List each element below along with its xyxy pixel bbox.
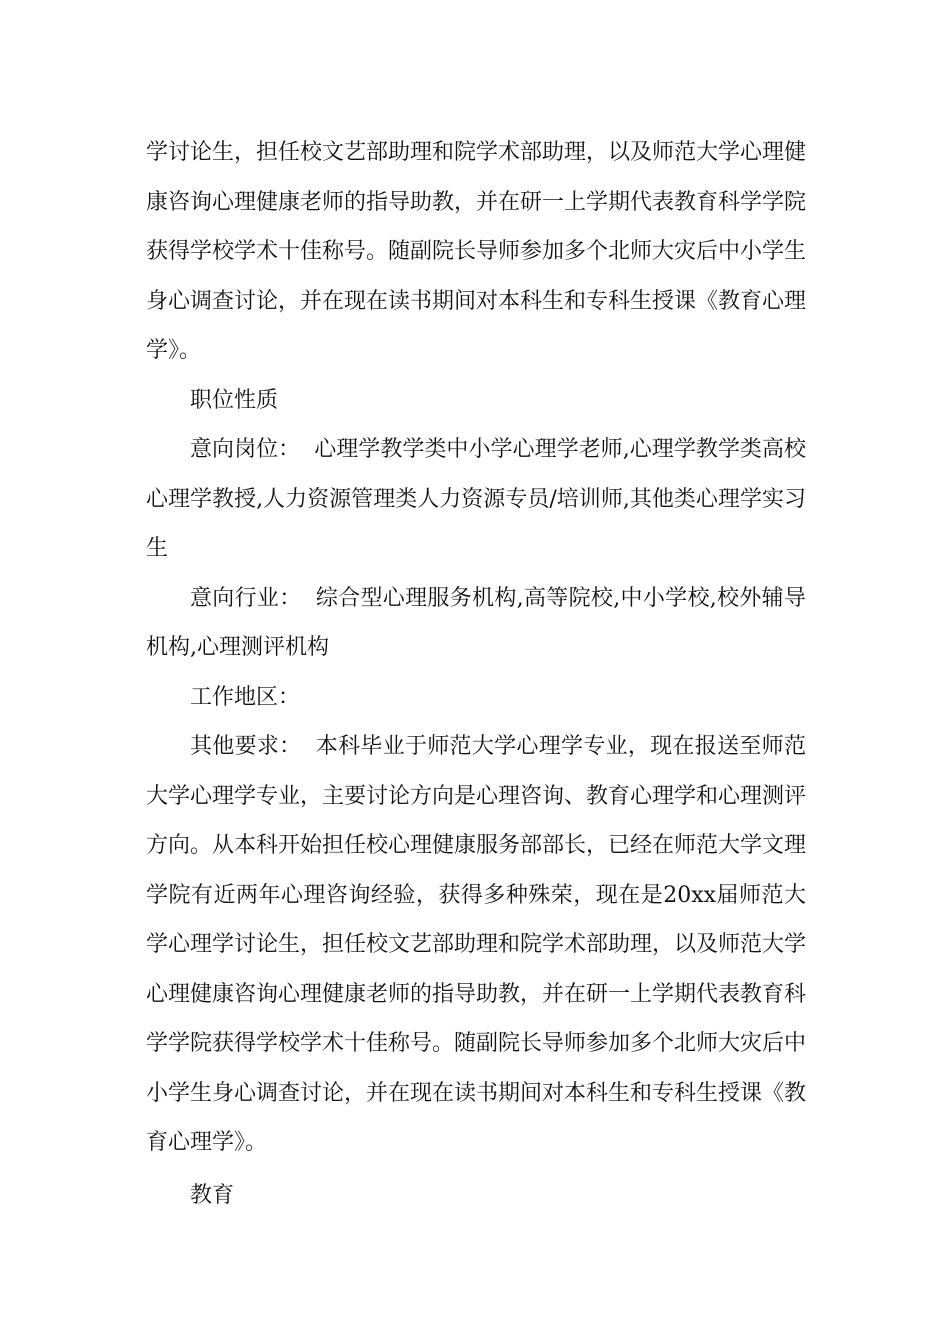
- section-heading-education: 教育: [190, 1182, 235, 1208]
- desired-industry-value: 综合型心理服务机构,高等院校,中小学校,校外辅导机构,心理测评机构: [146, 585, 806, 660]
- paragraph-desired-industry: [146, 574, 806, 673]
- desired-industry-label: 意向行业：: [190, 585, 302, 611]
- other-requirements-value: 本科毕业于师范大学心理学专业，现在报送至师范大学心理学专业，主要讨论方向是心理咨询、教育心理学和心理测评方向。从本科开始担任校心理健康服务部部长，已经在师范大学文理学院有近两年心理咨询经验，获得多种殊荣，现在是20xx届师范大学心理学讨论生，担任校文艺部助理和院学术部助理，以及师范大学心理健康咨询心理健康老师的指导助教，并在研一上学期代表教育科学学院获得学校学术十佳称号。随副院长导师参加多个北师大灾后中小学生身心调查讨论，并在现在读书期间对本科生和专科生授课《教育心理学》。: [146, 734, 807, 1155]
- other-requirements-label: 其他要求：: [190, 734, 302, 759]
- section-heading-job-nature: 职位性质: [190, 387, 279, 413]
- paragraph-desired-position: [146, 425, 806, 574]
- desired-position-value: 心理学教学类中小学心理学老师,心理学教学类高校心理学教授,人力资源管理类人力资源专员/培训师,其他类心理学实习生: [146, 437, 806, 561]
- paragraph-work-region: 工作地区：: [190, 684, 301, 710]
- document-body: [146, 128, 806, 1220]
- desired-position-label: 意向岗位：: [190, 437, 301, 462]
- paragraph-continuation: 学讨论生，担任校文艺部助理和院学术部助理，以及师范大学心理健康咨询心理健康老师的指导助教，并在研一上学期代表教育科学学院获得学校学术十佳称号。随副院长导师参加多个北师大灾后中小学生身心调查讨论，并在现在读书期间对本科生和专科生授课《教育心理学》。: [146, 140, 807, 363]
- paragraph-other-requirements: [146, 722, 806, 1168]
